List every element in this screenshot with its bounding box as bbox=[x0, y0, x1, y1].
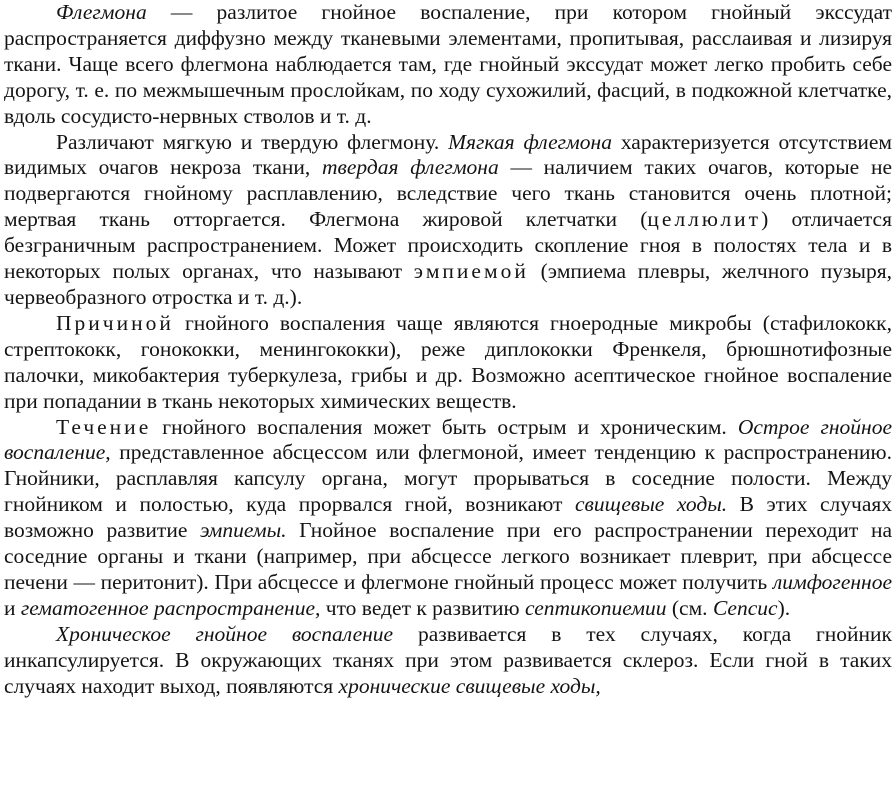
term-empyema-italic: эмпиемы. bbox=[200, 518, 287, 543]
text-span: В этих случаях возможно развитие bbox=[4, 492, 892, 543]
text-span: — разлитое гнойное воспаление, при котором гнойный экссудат распространяется диффузно между тканевыми элементами, пропитывая, расслаивая и лизируя ткани. Чаще всего флегмона наблюдается там, где гнойный экссудат может легко пробить себе дорогу, т. е. по межмышечным прослойкам, по ходу сухожилий, фасций, в подкожной клетчатке, вдоль сосудисто-нервных стволов и т. д. bbox=[4, 0, 892, 128]
paragraph-chronic bbox=[4, 622, 892, 700]
text-span: развивается в тех случаях, когда гнойник инкапсулируется. В окружающих тканях при этом развивается склероз. Если гной в таких случаях находит выход, появляются bbox=[4, 621, 892, 698]
document-page bbox=[4, 0, 892, 795]
term-hard-flegmona: твердая флегмона bbox=[322, 155, 499, 180]
paragraph-soft-hard-flegmona bbox=[4, 130, 892, 311]
term-flegmona: Флегмона bbox=[56, 0, 147, 24]
term-acute-inflammation: Острое гнойное воспаление, bbox=[4, 414, 892, 465]
term-hematogenic: гематогенное распространение, bbox=[20, 595, 321, 620]
term-soft-flegmona: Мягкая флегмона bbox=[448, 129, 612, 154]
term-cause: Причиной bbox=[56, 310, 174, 335]
text-span: и bbox=[4, 595, 21, 620]
text-span: гнойного воспаления может быть острым и хроническим. bbox=[151, 414, 738, 439]
paragraph-flegmona-definition bbox=[4, 0, 892, 130]
term-cellulitis: целлюлит bbox=[647, 207, 762, 232]
text-span: Гнойное воспаление при его распространении переходит на соседние органы и ткани (например, при абсцессе легкого возникает плеврит, при абсцессе печени — перитонит). При абсцессе и флегмоне гнойный процесс может получить bbox=[4, 518, 892, 594]
term-chronic-fistula: хронические свищевые ходы, bbox=[338, 673, 601, 698]
term-septicopyemia: септикопиемии bbox=[524, 595, 667, 620]
term-fistula: свищевые ходы. bbox=[574, 492, 728, 517]
text-span: что ведет к развитию bbox=[320, 595, 525, 620]
term-chronic-inflammation: Хроническое гнойное воспаление bbox=[56, 621, 394, 646]
text-span: (эмпиема плевры, желчного пузыря, червеобразного отростка и т. д.). bbox=[4, 259, 892, 309]
paragraph-course bbox=[4, 415, 892, 622]
text-span: ). bbox=[777, 595, 791, 620]
term-empyema: эмпиемой bbox=[413, 259, 529, 284]
text-span: (см. bbox=[666, 595, 713, 620]
term-lymphogenic: лимфогенное bbox=[772, 569, 892, 594]
text-span: представленное абсцессом или флегмоной, имеет тенденцию к распространению. Гнойники, расплавляя капсулу органа, могут прорываться в соседние полости. Между гнойником и полостью, куда прорвался гной, возникают bbox=[4, 440, 892, 517]
paragraph-causes bbox=[4, 311, 892, 415]
text-span: ) отличается безграничным распространением. Может происходить скопление гноя в полостях тела и в некоторых полых органах, что называют bbox=[4, 207, 892, 284]
text-span: Различают мягкую и твердую флегмону. bbox=[56, 129, 449, 154]
term-course: Течение bbox=[56, 414, 152, 439]
text-span: характеризуется отсутствием видимых очагов некроза ткани, bbox=[4, 129, 892, 180]
text-span: гнойного воспаления чаще являются гноеродные микробы (стафилококк, стрептококк, гонококки, менингококки), реже диплококки Френкеля, брюшнотифозные палочки, микобактерия туберкулеза, грибы и др. Возможно асептическое гнойное воспаление при попадании в ткань некоторых химических веществ. bbox=[4, 310, 892, 413]
text-span: — наличием таких очагов, которые не подвергаются гнойному расплавлению, вследствие чего ткань становится очень плотной; мертвая ткань отторгается. Флегмона жировой клетчатки ( bbox=[4, 155, 892, 232]
term-sepsis-reference: Сепсис bbox=[712, 595, 778, 620]
